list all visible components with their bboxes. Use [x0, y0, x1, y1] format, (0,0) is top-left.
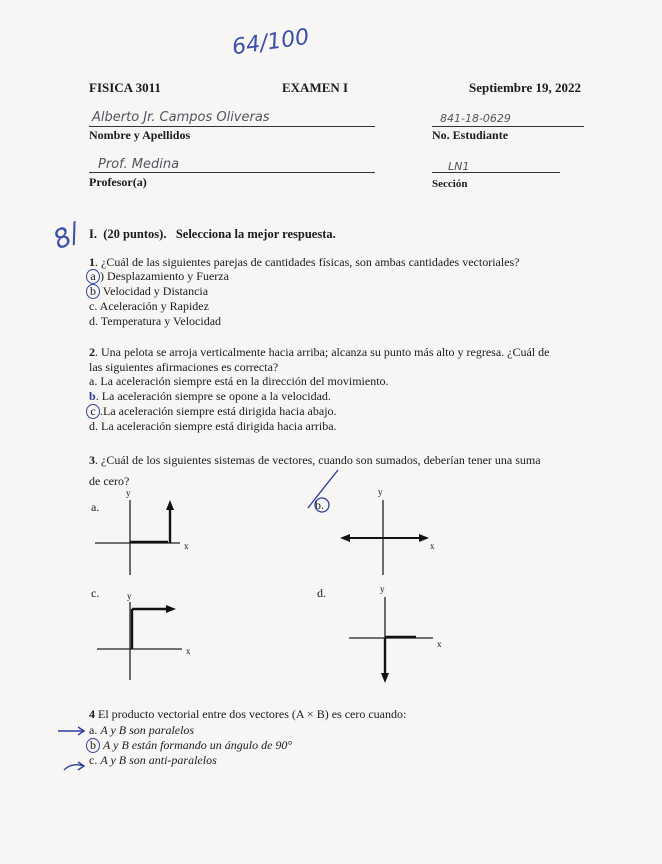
question-4-number: 4: [89, 707, 95, 721]
q1-letter-a: a: [86, 269, 100, 284]
q2-option-d-text: La aceleración siempre está dirigida hacia arriba.: [101, 419, 337, 433]
section-value: LN1: [448, 160, 470, 173]
q2-option-d[interactable]: d. La aceleración siempre está dirigida hacia arriba.: [89, 419, 337, 433]
q3-diagram-a-x-label: x: [184, 541, 189, 551]
question-2-line2: las siguientes afirmaciones es correcta?: [89, 360, 279, 374]
question-2-number: 2: [89, 345, 95, 359]
q4-arrow-a-icon: [58, 727, 84, 735]
section-label: Sección: [432, 178, 468, 190]
q4-option-b-text: A y B están formando un ángulo de 90°: [103, 738, 293, 752]
name-label: Nombre y Apellidos: [89, 128, 191, 142]
q1-option-c-text: Aceleración y Rapidez: [99, 299, 209, 313]
q2-option-c-text: La aceleración siempre está dirigida hacia abajo.: [103, 404, 337, 418]
q4-option-c-text: A y B son anti-paralelos: [100, 753, 217, 767]
professor-label: Profesor(a): [89, 175, 147, 189]
q2-option-a-text: La aceleración siempre está en la dirección del movimiento.: [100, 374, 389, 388]
grade-mark: 64/100: [230, 24, 311, 61]
q3-diagram-a-y-label: y: [126, 488, 131, 498]
q2-letter-b: b: [89, 389, 96, 403]
q1-option-a-text: Desplazamiento y Fuerza: [107, 269, 229, 283]
q1-option-d-text: Temperatura y Velocidad: [100, 314, 222, 328]
part1-heading: I. (20 puntos). Selecciona la mejor respuesta.: [89, 227, 336, 241]
q2-letter-d: d: [89, 419, 95, 433]
q1-letter-d: d: [89, 314, 95, 328]
q4-letter-c: c: [89, 753, 95, 767]
question-1-number: 1: [89, 255, 95, 269]
q3-label-a[interactable]: a.: [91, 500, 100, 514]
q3-diagram-b-x-label: x: [430, 541, 435, 551]
q3-diagram-c-x-label: x: [186, 646, 191, 656]
q4-arrow-c-icon: [64, 762, 84, 770]
q4-option-a[interactable]: a. A y B son paralelos: [89, 723, 195, 737]
q3-diagram-d-y-label: y: [380, 584, 385, 594]
professor-value: Prof. Medina: [98, 157, 180, 172]
question-1-body: . ¿Cuál de las siguientes parejas de cantidades físicas, son ambas cantidades vectoriales?: [95, 255, 520, 269]
q1-option-c[interactable]: c. Aceleración y Rapidez: [89, 299, 209, 313]
q3-diagram-b-y-label: y: [378, 487, 383, 497]
course-code: FISICA 3011: [89, 80, 161, 95]
q2-option-b[interactable]: b. La aceleración siempre se opone a la velocidad.: [89, 389, 331, 403]
q2-letter-c: c: [86, 404, 100, 419]
exam-title: EXAMEN I: [282, 80, 349, 95]
question-3-line2: de cero?: [89, 474, 130, 488]
q1-letter-c: c: [89, 299, 95, 313]
student-no-value: 841-18-0629: [440, 112, 511, 125]
question-3-line1: . ¿Cuál de los siguientes sistemas de vectores, cuando son sumados, deberían tener una suma: [95, 453, 541, 467]
question-3-number: 3: [89, 453, 95, 467]
q2-option-a[interactable]: a. La aceleración siempre está en la dirección del movimiento.: [89, 374, 389, 388]
q3-diagram-c-y-label: y: [127, 591, 132, 601]
question-4-body: El producto vectorial entre dos vectores (A × B) es cero cuando:: [95, 707, 407, 721]
student-no-label: No. Estudiante: [432, 128, 509, 142]
exam-date: Septiembre 19, 2022: [469, 80, 582, 95]
q1-option-b-text: Velocidad y Distancia: [102, 284, 209, 298]
q2-option-b-text: La aceleración siempre se opone a la velocidad.: [101, 389, 331, 403]
q1-option-a[interactable]: a ) Desplazamiento y Fuerza: [89, 269, 229, 284]
q4-letter-a: a: [89, 723, 95, 737]
q1-option-d[interactable]: d. Temperatura y Velocidad: [89, 314, 222, 328]
q4-option-a-text: A y B son paralelos: [100, 723, 195, 737]
part1-score-mark: 8/: [48, 218, 85, 256]
q3-label-d[interactable]: d.: [317, 586, 326, 600]
name-value: Alberto Jr. Campos Oliveras: [92, 110, 270, 125]
q1-letter-b: b: [86, 284, 100, 299]
q3-label-b[interactable]: b.: [315, 498, 324, 512]
q2-option-c[interactable]: c .La aceleración siempre está dirigida hacia abajo.: [89, 404, 389, 419]
question-2-line1: . Una pelota se arroja verticalmente hacia arriba; alcanza su punto más alto y regresa. ¿Cuál de: [95, 345, 550, 359]
q3-diagram-d-x-label: x: [437, 639, 442, 649]
q4-letter-b: b: [86, 738, 100, 753]
q3-label-c[interactable]: c.: [91, 586, 100, 600]
q4-option-c[interactable]: c. A y B son anti-paralelos: [89, 753, 217, 767]
q2-letter-a: a: [89, 374, 95, 388]
